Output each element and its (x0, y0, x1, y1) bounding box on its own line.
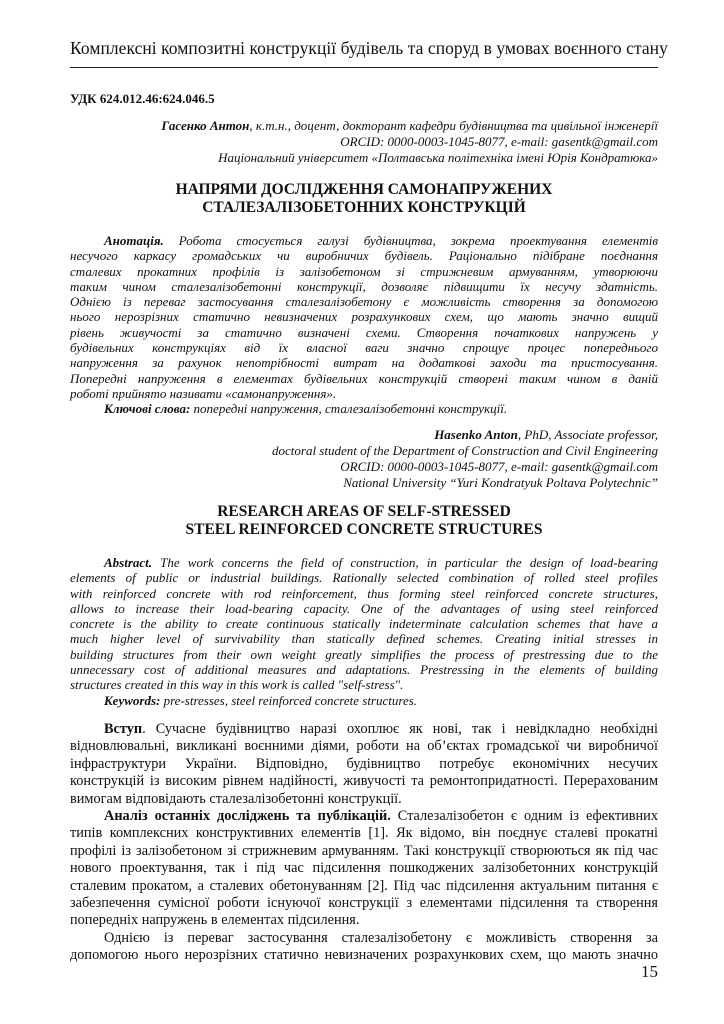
abstract-label: Abstract. (104, 555, 153, 570)
abstract-en-line: concrete is the ability to create continuous statically indeterminate calculation schemes that have a (70, 616, 658, 632)
abstract-en-line: building structures from their own weight greatly simplifies the process of prestressing due to the (70, 646, 658, 662)
body-line: сталевим прокатом, а сталевих обетонуванням [2]. Під час підсилення актуальним питання є (70, 877, 658, 894)
author-ua-orcid: ORCID: 0000-0003-1045-8077, e-mail: gasentk@gmail.com (340, 134, 658, 149)
annotation-ua-line: таким чином сталезалізобетонні конструкції, дозволяє підвищити їх несучу здатність. (70, 278, 658, 294)
body-line: конструкцій із високим рівнем надійності, живучості та ремонтопридатності. Перерахованим (70, 773, 658, 790)
keywords-ua: Ключові слова: попередні напруження, сталезалізобетонні конструкції. (104, 401, 508, 417)
body-line: Однією із переваг застосування сталезалізобетону є можливість створення за (104, 929, 658, 946)
author-ua-line-1: Гасенко Антон, к.т.н., доцент, докторант кафедри будівництва та цивільної інженерії (161, 118, 658, 133)
running-header: Комплексні композитні конструкції будівель та споруд в умовах воєнного стану (70, 38, 668, 58)
annotation-ua-line: напруження за рахунок непотрібності витрат на додаткові заходи та пристосування. (70, 355, 658, 371)
body-line: відновлювальні, викликані воєнними діями, роботи на об’єктах громадської чи виробничої (70, 738, 658, 755)
annotation-ua-line: нього нерозрізних статично невизначених розрахункових схем, що мають значно вищий (70, 309, 658, 325)
title-ua-line-1: НАПРЯМИ ДОСЛІДЖЕННЯ САМОНАПРУЖЕНИХ (175, 181, 553, 198)
page-number: 15 (641, 962, 658, 981)
author-en-department: doctoral student of the Department of Construction and Civil Engineering (272, 443, 658, 458)
author-ua-name: Гасенко Антон (161, 118, 250, 133)
author-en-name: Hasenko Anton (434, 427, 518, 442)
annotation-ua-line: Попередні напруження в елементах будівельних конструкцій створені таким чином в даній (70, 370, 658, 386)
body-line: забезпечення сумісної роботи існуючої конструкції з елементами підсилення та створення (70, 895, 658, 912)
header-divider (70, 67, 658, 68)
annotation-ua (70, 233, 658, 417)
intro-heading: Вступ (104, 721, 143, 737)
body-line: Вступ. Сучасне будівництво наразі охоплює як нові, так і невідкладно необхідні (104, 721, 658, 737)
abstract-en-line: unnecessary cost of additional measures and adaptations. Prestressing in the elements of building (70, 662, 658, 678)
body-line: нового проектування, так і під час підсилення пошкоджених залізобетонних конструкцій (70, 860, 658, 877)
body-line: типів комплексних конструктивних елементів [1]. Як відомо, він поєднує сталеві прокатні (70, 825, 658, 842)
body-line: Аналіз останніх досліджень та публікацій. Сталезалізобетон є одним із ефективних (104, 808, 658, 825)
body-line: вимогам відповідають сталезалізобетонні конструкції. (70, 790, 402, 807)
author-ua-university: Національний університет «Полтавська політехніка імені Юрія Кондратюка» (218, 150, 658, 165)
author-affiliation-en (70, 427, 658, 491)
author-affiliation-ua (70, 118, 658, 166)
abstract-en-line: elements of public or industrial buildings. Rationally selected combination of rolled steel profiles (70, 570, 658, 586)
annotation-ua-line: сталевих прокатних профілів із залізобетоном зі стрижневим армуванням, утворюючи (70, 263, 658, 279)
annotation-ua-line: рівень живучості за статично визначені схеми. Створення початкових напружень у (70, 324, 658, 340)
abstract-en-line: Abstract. The work concerns the field of construction, in particular the design of load-bearing (104, 555, 658, 570)
annotation-label: Анотація. (104, 233, 164, 248)
author-en-university: National University “Yuri Kondratyuk Poltava Polytechnic” (343, 475, 658, 490)
abstract-en (70, 555, 658, 708)
annotation-ua-line: Анотація. Робота стосується галузі будівництва, зокрема проектування елементів (104, 233, 658, 248)
abstract-en-line: structures created in this way in this work is called "self-stress". (70, 677, 404, 693)
annotation-ua-line: роботі прийнято називати «самонапруження». (70, 385, 337, 401)
body-line: допомогою нього нерозрізних статично невизначених розрахункових схем, що мають значно (70, 947, 658, 964)
body-line: попередніх напружень в елементах підсилення. (70, 912, 360, 929)
annotation-ua-line: несучого каркасу громадських чи виробничих будівель. Раціонально підібране поєднання (70, 248, 658, 264)
body-line: інфраструктури України. Відповідно, будівництво потребує економічних несучих (70, 755, 658, 772)
title-en-line-2: STEEL REINFORCED CONCRETE STRUCTURES (185, 521, 543, 538)
keywords-en-label: Keywords: (104, 692, 161, 708)
article-title-en (70, 503, 658, 539)
abstract-en-line: allows to increase their load-bearing capacity. One of the advantages of using steel reinforced (70, 600, 658, 616)
title-ua-line-2: СТАЛЕЗАЛІЗОБЕТОННИХ КОНСТРУКЦІЙ (202, 199, 526, 216)
annotation-ua-line: будівельних конструкціях від їх власної ваги значно спрощує процес попереднього (70, 340, 658, 356)
analysis-heading: Аналіз останніх досліджень та публікацій. (104, 808, 391, 825)
annotation-ua-line: Однією із переваг застосування сталезалізобетону є можливість створення за допомогою (70, 294, 658, 310)
author-en-line-1: Hasenko Anton, PhD, Associate professor, (434, 427, 658, 442)
article-body (70, 721, 658, 965)
keywords-en: Keywords: pre-stresses, steel reinforced concrete structures. (104, 692, 418, 708)
udk-code: УДК 624.012.46:624.046.5 (70, 91, 215, 106)
body-line: профілі із залізобетоном зі стрижневим армуванням. Такі конструкції створюються як під час (70, 842, 658, 859)
abstract-en-line: with reinforced concrete with rod reinforcement, thus forming steel reinforced concrete structures, (70, 585, 658, 601)
author-en-orcid: ORCID: 0000-0003-1045-8077, e-mail: gasentk@gmail.com (340, 459, 658, 474)
article-title-ua (70, 181, 658, 217)
title-en-line-1: RESEARCH AREAS OF SELF-STRESSED (217, 503, 511, 520)
keywords-ua-label: Ключові слова: (104, 401, 191, 417)
abstract-en-line: much higher level of survivability than statically defined schemes. Creating initial stresses in (70, 631, 658, 647)
